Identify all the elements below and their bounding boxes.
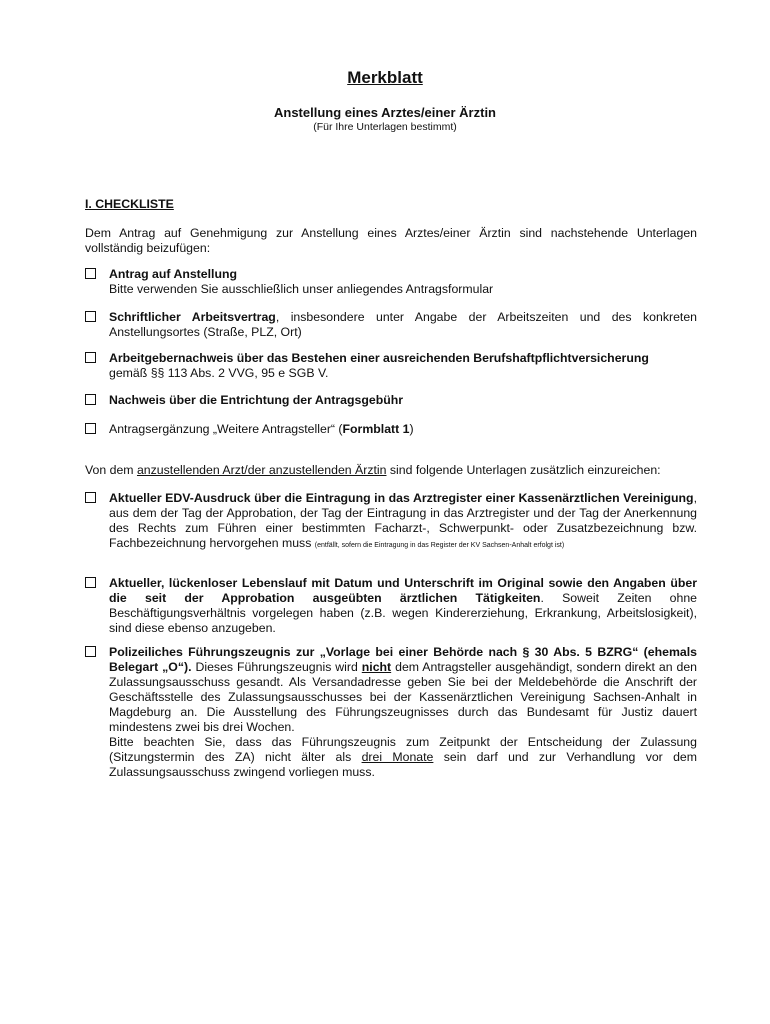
item-title: Nachweis über die Entrichtung der Antragsgebühr — [109, 393, 404, 407]
intro-text-end: sind folgende Unterlagen zusätzlich einzureichen: — [386, 463, 661, 477]
section-heading-checklist: I. CHECKLISTE — [85, 197, 174, 211]
document-subtitle: Anstellung eines Arztes/einer Ärztin — [273, 105, 496, 120]
checklist-item-haftpflicht — [85, 351, 697, 381]
checkbox[interactable] — [85, 394, 96, 405]
item-text: , aus dem der Tag der Approbation, der Tag der Eintragung in das Arztregister und der Tag der Anerkennung des Rechts zum Führen einer bestimmten Facharzt-, Schwerpunkt- oder Zusatzbezeichnung bzw. Fachbezeichnung hervorgehen muss — [109, 491, 697, 550]
item-text: Bitte verwenden Sie ausschließlich unser anliegendes Antragsformular — [109, 282, 494, 296]
checklist-intro: Dem Antrag auf Genehmigung zur Anstellung eines Arztes/einer Ärztin sind nachstehende Unterlagen vollständig beizufügen: — [85, 226, 697, 255]
checkbox[interactable] — [85, 311, 96, 322]
item-text: , insbesondere unter Angabe der Arbeitszeiten und des konkreten Anstellungsortes (Straße, PLZ, Ort) — [109, 310, 698, 339]
checkbox[interactable] — [85, 268, 96, 279]
item-text: Dieses Führungszeugnis wird — [191, 660, 362, 674]
item-title: Arbeitgebernachweis über das Bestehen einer ausreichenden Berufshaftpflichtversicherung — [109, 351, 649, 365]
item-text-end: ) — [409, 422, 414, 436]
item-text: Antragsergänzung „Weitere Antragsteller“ ( — [109, 422, 343, 436]
item-emphasis-months: drei Monate — [361, 750, 434, 764]
item-text-note-end: sein darf und zur Verhandlung vor dem Zulassungsausschuss zwingend vorliegen muss. — [109, 750, 698, 779]
additional-intro — [85, 463, 697, 478]
item-fine-print: (entfällt, sofern die Eintragung in das Register der KV Sachsen-Anhalt erfolgt ist) — [314, 542, 565, 549]
item-title: Aktueller EDV-Ausdruck über die Eintragung in das Arztregister einer Kassenärztlichen Vereinigung — [109, 491, 694, 505]
checklist-item-lebenslauf — [85, 576, 697, 636]
intro-text: Von dem — [85, 463, 137, 477]
document-title: Merkblatt — [347, 68, 423, 87]
checkbox[interactable] — [85, 492, 96, 503]
item-title: Antrag auf Anstellung — [109, 267, 237, 281]
intro-underlined: anzustellenden Arzt/der anzustellenden Ärztin — [136, 463, 387, 477]
checkbox[interactable] — [85, 646, 96, 657]
checkbox[interactable] — [85, 577, 96, 588]
formblatt-label: Formblatt 1 — [342, 422, 410, 436]
item-text: . Soweit Zeiten ohne Beschäftigungsverhältnis vorgelegen haben (z.B. wegen Kindererziehung, Erkrankung, Arbeitslosigkeit), sind diese ebenso anzugeben. — [109, 591, 697, 635]
item-text-cont: dem Antragsteller ausgehändigt, sondern direkt an den Zulassungsausschuss gesandt. Als Versandadresse geben Sie bei der Meldebehörde die Anschrift der Geschäftsstelle des Zulassungsausschusses bei der Kassenärztlichen Vereinigung Sachsen-Anhalt in Magdeburg an. Die Ausstellung des Führungszeugnisses durch das Bundesamt für Justiz dauert mindestens zwei bis drei Wochen. — [109, 660, 698, 734]
item-text-note: Bitte beachten Sie, dass das Führungszeugnis zum Zeitpunkt der Entscheidung der Zulassung (Sitzungstermin des ZA) nicht älter als — [109, 735, 697, 764]
item-text: gemäß §§ 113 Abs. 2 VVG, 95 e SGB V. — [109, 366, 329, 380]
item-title: Aktueller, lückenloser Lebenslauf mit Datum und Unterschrift im Original sowie den Angaben über die seit der Approbation ausgeübten ärztlichen Tätigkeiten — [109, 576, 697, 605]
item-title: Polizeiliches Führungszeugnis zur „Vorlage bei einer Behörde nach § 30 Abs. 5 BZRG“ (ehemals Belegart „O“). — [109, 645, 697, 674]
checklist-item-antrag — [85, 267, 697, 297]
checkbox[interactable] — [85, 423, 96, 434]
document-note: (Für Ihre Unterlagen bestimmt) — [313, 121, 457, 133]
checklist-item-fuehrungszeugnis — [85, 645, 697, 780]
checklist-item-edv-ausdruck — [85, 491, 697, 551]
checklist-item-antragsgebuehr — [85, 393, 697, 408]
checkbox[interactable] — [85, 352, 96, 363]
item-title: Schriftlicher Arbeitsvertrag — [109, 310, 276, 324]
item-emphasis: nicht — [361, 660, 392, 674]
checklist-item-arbeitsvertrag — [85, 310, 697, 340]
checklist-item-antragsergaenzung — [85, 422, 697, 437]
